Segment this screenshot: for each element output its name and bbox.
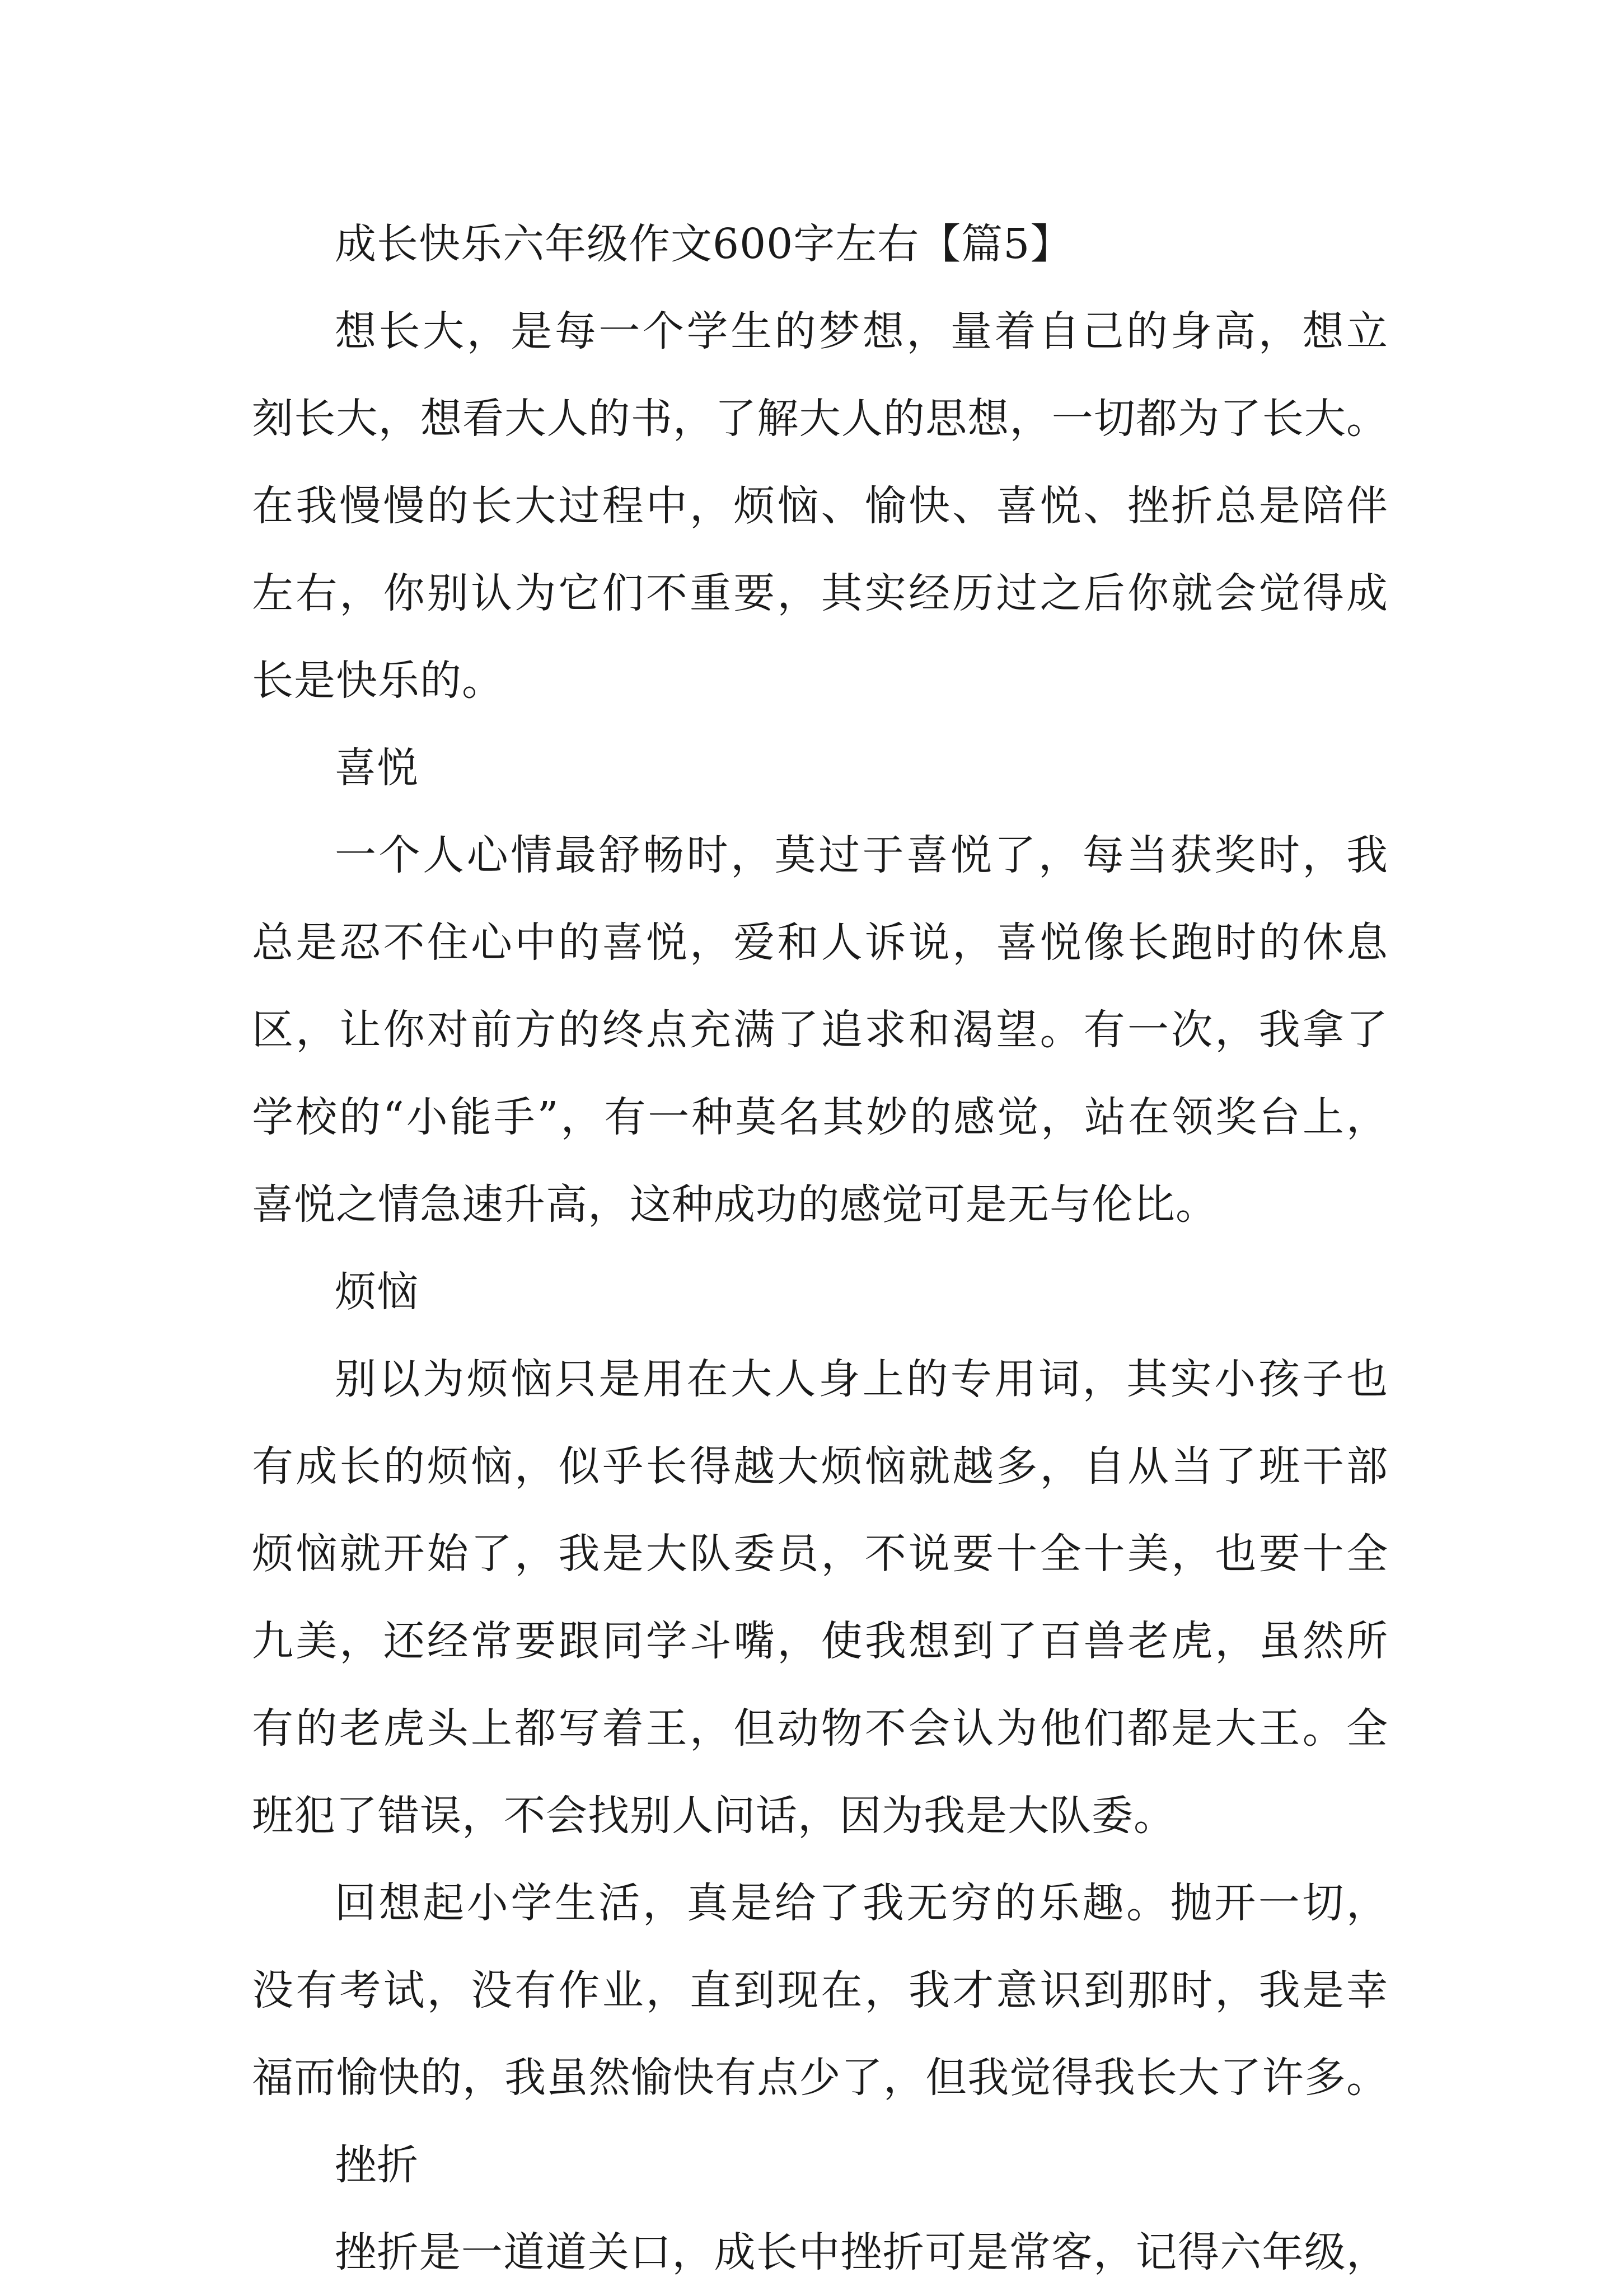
paragraph-line: 左右，你别认为它们不重要，其实经历过之后你就会觉得成: [252, 569, 1388, 617]
section-heading: 喜悦: [335, 744, 419, 792]
paragraph-line: 挫折是一道道关口，成长中挫折可是常客，记得六年级，: [335, 2228, 1388, 2276]
paragraph-line: 别以为烦恼只是用在大人身上的专用词，其实小孩子也: [335, 1355, 1388, 1403]
paragraph-line: 区，让你对前方的终点充满了追求和渴望。有一次，我拿了: [252, 1006, 1388, 1054]
section-heading: 挫折: [335, 2141, 419, 2189]
paragraph-line: 回想起小学生活，真是给了我无穷的乐趣。抛开一切，: [335, 1879, 1388, 1927]
paragraph-line: 刻长大，想看大人的书，了解大人的思想，一切都为了长大。: [252, 395, 1388, 443]
paragraph-line: 喜悦之情急速升高，这种成功的感觉可是无与伦比。: [252, 1180, 1218, 1229]
paragraph-line: 长是快乐的。: [252, 657, 504, 705]
paragraph-line: 想长大，是每一个学生的梦想，量着自己的身高，想立: [335, 307, 1388, 355]
paragraph-line: 没有考试，没有作业，直到现在，我才意识到那时，我是幸: [252, 1966, 1388, 2014]
document-title: 成长快乐六年级作文600字左右【篇5】: [335, 220, 1073, 268]
section-heading: 烦恼: [335, 1268, 419, 1316]
paragraph-line: 学校的“小能手”，有一种莫名其妙的感觉，站在领奖台上，: [252, 1093, 1388, 1141]
paragraph-line: 在我慢慢的长大过程中，烦恼、愉快、喜悦、挫折总是陪伴: [252, 482, 1388, 530]
paragraph-line: 一个人心情最舒畅时，莫过于喜悦了，每当获奖时，我: [335, 831, 1388, 879]
paragraph-line: 烦恼就开始了，我是大队委员，不说要十全十美，也要十全: [252, 1530, 1388, 1578]
paragraph-line: 九美，还经常要跟同学斗嘴，使我想到了百兽老虎，虽然所: [252, 1617, 1388, 1665]
paragraph-line: 有的老虎头上都写着王，但动物不会认为他们都是大王。全: [252, 1704, 1388, 1753]
paragraph-line: 班犯了错误，不会找别人问话，因为我是大队委。: [252, 1792, 1176, 1840]
paragraph-line: 福而愉快的，我虽然愉快有点少了，但我觉得我长大了许多。: [252, 2054, 1388, 2102]
document-body: [252, 200, 1388, 2296]
paragraph-line: 有成长的烦恼，似乎长得越大烦恼就越多，自从当了班干部: [252, 1442, 1388, 1491]
paragraph-line: 总是忍不住心中的喜悦，爱和人诉说，喜悦像长跑时的休息: [252, 919, 1388, 967]
